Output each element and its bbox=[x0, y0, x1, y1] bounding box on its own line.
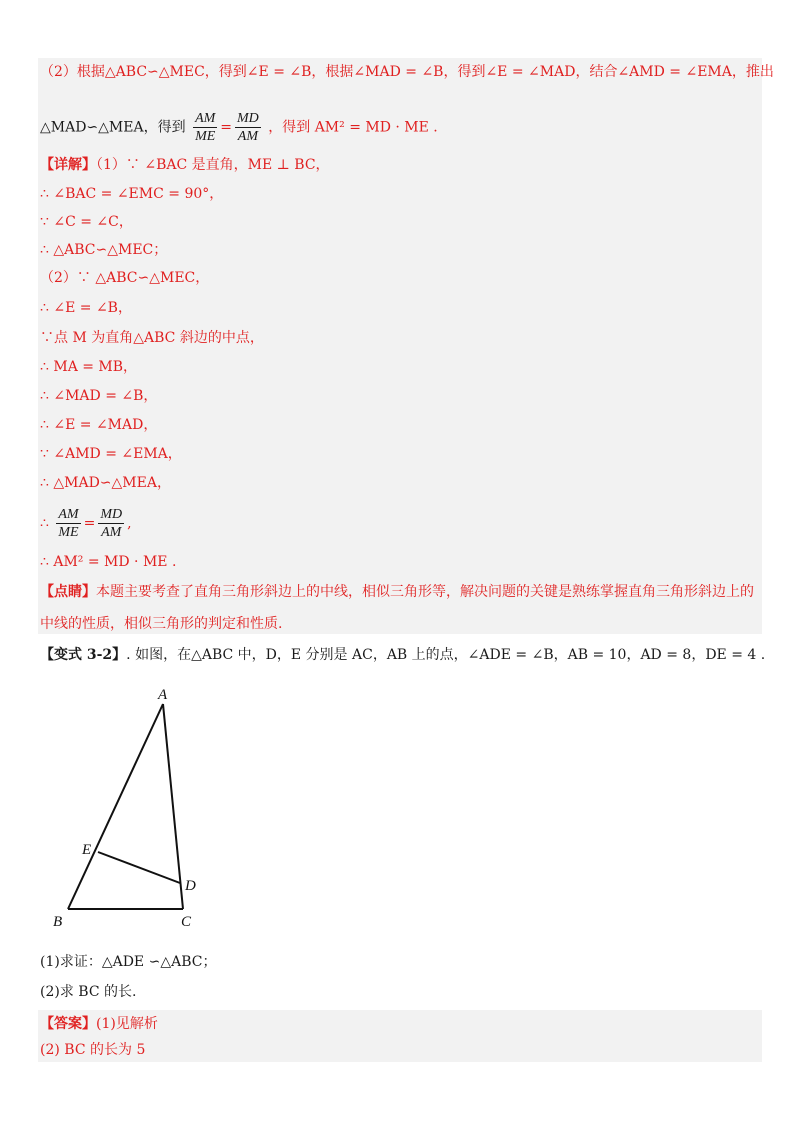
triangle-figure bbox=[50, 682, 230, 932]
detail-frac-prefix: ∴ bbox=[40, 515, 49, 532]
variant-line bbox=[40, 645, 765, 665]
detail-line-1: ∴ ∠BAC = ∠EMC = 90°， bbox=[40, 186, 224, 202]
label-e: E bbox=[82, 842, 92, 858]
detail-frac-left: $\frac{AM}{ME}$ bbox=[58, 507, 79, 540]
detail-line-6: ∵点 M 为直角△ABC 斜边的中点， bbox=[40, 330, 264, 346]
detail-line-7: ∴ MA = MB， bbox=[40, 359, 138, 375]
detail-line-11: ∴ △MAD∽△MEA， bbox=[40, 475, 171, 491]
detail-tag: 【详解】 bbox=[40, 157, 96, 173]
detail-line-4: （2）∵ △ABC∽△MEC， bbox=[40, 270, 210, 286]
answer-line-1 bbox=[40, 1014, 158, 1034]
analysis-frac-right: $\frac{MD}{AM}$ bbox=[237, 111, 259, 144]
triangle-svg bbox=[50, 682, 230, 932]
edge-ed bbox=[98, 852, 180, 883]
variant-text: . 如图，在△ABC 中，D，E 分别是 AC，AB 上的点，∠ADE = ∠B，AB = 10，AD = 8，DE = 4 . bbox=[126, 647, 766, 663]
comment-line-2: 中线的性质，相似三角形的判定和性质. bbox=[40, 616, 283, 632]
variant-tag: 【变式 3-2】 bbox=[40, 647, 127, 663]
analysis-line-2-suffix: ，得到 AM² = MD · ME . bbox=[268, 119, 438, 136]
question-2: (2)求 BC 的长. bbox=[40, 984, 137, 1000]
analysis-line-2: △MAD∽△MEA，得到 $\frac{AM}{ME}$ = $\frac{MD}{AM}$ ，得到 AM² = MD · ME . bbox=[40, 111, 438, 144]
detail-line-3: ∴ △ABC∽△MEC； bbox=[40, 242, 168, 258]
detail-frac-right: $\frac{MD}{AM}$ bbox=[100, 507, 123, 540]
analysis-line-1: （2）根据△ABC∽△MEC，得到∠E = ∠B，根据∠MAD = ∠B，得到∠E = ∠MAD，结合∠AMD = ∠EMA，推出 bbox=[40, 64, 774, 80]
comment-tag: 【点睛】 bbox=[40, 584, 96, 600]
answer-tag: 【答案】 bbox=[40, 1016, 96, 1032]
detail-frac-line: ∴ $\frac{AM}{ME}$ = $\frac{MD}{AM}$ , bbox=[40, 507, 132, 540]
detail-line-5: ∴ ∠E = ∠B， bbox=[40, 300, 132, 316]
detail-line-10: ∵ ∠AMD = ∠EMA， bbox=[40, 446, 182, 462]
analysis-frac-left: $\frac{AM}{ME}$ bbox=[195, 111, 216, 144]
label-b: B bbox=[53, 914, 63, 930]
detail-line-8: ∴ ∠MAD = ∠B， bbox=[40, 388, 158, 404]
detail-text-0: （1）∵ ∠BAC 是直角，ME ⊥ BC， bbox=[96, 157, 330, 173]
analysis-line-2-prefix: △MAD∽△MEA，得到 bbox=[40, 119, 186, 136]
label-d: D bbox=[185, 878, 196, 894]
label-c: C bbox=[181, 914, 192, 930]
detail-line-2: ∵ ∠C = ∠C， bbox=[40, 214, 133, 230]
detail-line-0 bbox=[40, 155, 330, 175]
label-a: A bbox=[158, 687, 168, 703]
detail-line-9: ∴ ∠E = ∠MAD， bbox=[40, 417, 158, 433]
answer-line-2: (2) BC 的长为 5 bbox=[40, 1042, 146, 1058]
detail-last-line: ∴ AM² = MD · ME . bbox=[40, 554, 177, 570]
edge-ab bbox=[68, 704, 163, 909]
comment-text-1: 本题主要考查了直角三角形斜边上的中线，相似三角形等，解决问题的关键是熟练掌握直角三角形斜边上的 bbox=[96, 584, 754, 600]
question-1: (1)求证：△ADE ∽△ABC； bbox=[40, 954, 217, 970]
comment-line-1 bbox=[40, 582, 754, 602]
answer-text-1: (1)见解析 bbox=[96, 1016, 158, 1032]
